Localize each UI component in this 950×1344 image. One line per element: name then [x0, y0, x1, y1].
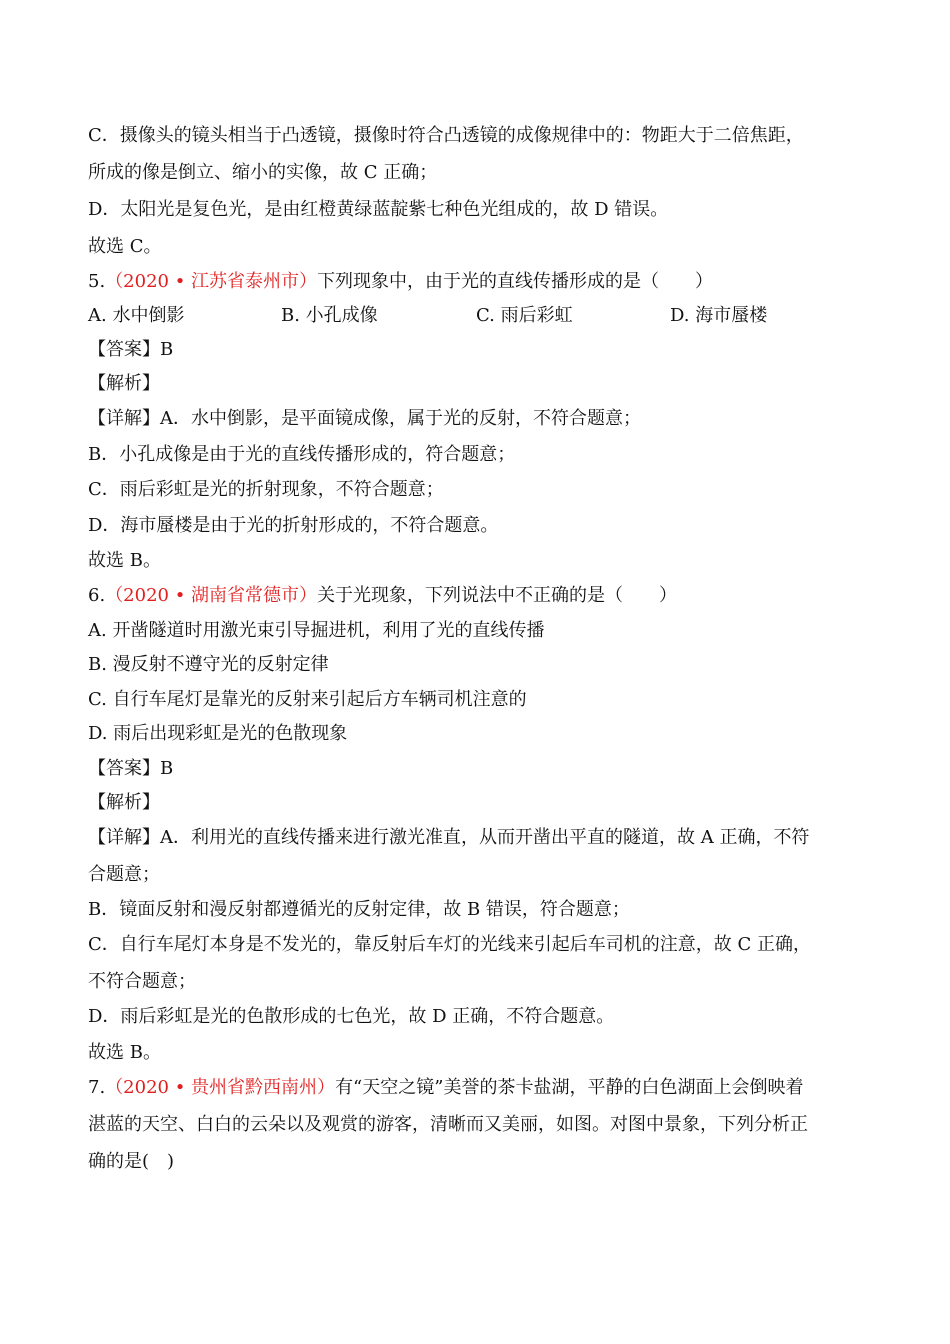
q5-analysis-label: 【解析】: [88, 373, 160, 394]
q5-detail-c: C．雨后彩虹是光的折射现象，不符合题意；: [88, 479, 444, 500]
q7-source: （2020 • 贵州省黔西南州）: [105, 1077, 336, 1098]
q5-option-b: B. 小孔成像: [281, 305, 378, 326]
q6-choose: 故选 B。: [88, 1042, 161, 1063]
q6-answer-value: B: [160, 758, 174, 779]
q5-detail-d: D．海市蜃楼是由于光的折射形成的，不符合题意。: [88, 515, 499, 536]
q6-detail-b: B．镜面反射和漫反射都遵循光的反射定律，故 B 错误，符合题意；: [88, 899, 630, 920]
q5-choose: 故选 B。: [88, 550, 161, 571]
q6-option-d: D. 雨后出现彩虹是光的色散现象: [88, 723, 348, 744]
q7-question-line1: [88, 1076, 803, 1100]
q5-stem: 下列现象中，由于光的直线传播形成的是（ ）: [317, 271, 714, 292]
q7-number: 7.: [88, 1077, 106, 1098]
q6-stem: 关于光现象，下列说法中不正确的是（ ）: [317, 585, 678, 606]
q5-answer-value: B: [160, 339, 174, 360]
q6-analysis-label: 【解析】: [88, 792, 160, 813]
q6-source: （2020 • 湖南省常德市）: [105, 585, 318, 606]
q7-stem-line1: 有“天空之镜”美誉的茶卡盐湖，平静的白色湖面上会倒映着: [335, 1077, 804, 1098]
q5-option-a: A. 水中倒影: [88, 305, 185, 326]
q6-answer: [88, 757, 173, 781]
q6-detail-a-line1: 【详解】A．利用光的直线传播来进行激光准直，从而开凿出平直的隧道，故 A 正确，不符: [88, 827, 810, 848]
q6-detail-c-line1: C．自行车尾灯本身是不发光的，靠反射后车灯的光线来引起后车司机的注意，故 C 正确，: [88, 934, 811, 955]
q5-answer-label: 【答案】: [88, 339, 160, 360]
q5-answer: [88, 338, 173, 362]
q6-detail-a-line2: 合题意；: [88, 864, 160, 885]
q6-question: [88, 584, 677, 608]
q5-source: （2020 • 江苏省泰州市）: [105, 271, 318, 292]
q5-detail-a: 【详解】A．水中倒影，是平面镜成像，属于光的反射，不符合题意；: [88, 408, 641, 429]
q6-detail-d: D．雨后彩虹是光的色散形成的七色光，故 D 正确，不符合题意。: [88, 1006, 615, 1027]
q6-detail-c-line2: 不符合题意；: [88, 971, 196, 992]
q4-option-c-line1: C．摄像头的镜头相当于凸透镜，摄像时符合凸透镜的成像规律中的：物距大于二倍焦距，: [88, 125, 804, 146]
q6-option-b: B. 漫反射不遵守光的反射定律: [88, 654, 329, 675]
q7-stem-line3: 确的是( ): [88, 1151, 175, 1172]
q5-question: [88, 270, 713, 294]
q6-option-a: A. 开凿隧道时用激光束引导掘进机，利用了光的直线传播: [88, 620, 545, 641]
q4-option-c-line2: 所成的像是倒立、缩小的实像，故 C 正确；: [88, 162, 438, 183]
q4-choose: 故选 C。: [88, 236, 162, 257]
q5-option-d: D. 海市蜃楼: [670, 305, 768, 326]
q5-option-c: C. 雨后彩虹: [476, 305, 573, 326]
q5-detail-b: B．小孔成像是由于光的直线传播形成的，符合题意；: [88, 444, 516, 465]
q7-stem-line2: 湛蓝的天空、白白的云朵以及观赏的游客，清晰而又美丽，如图。对图中景象，下列分析正: [88, 1114, 808, 1135]
q6-number: 6.: [88, 585, 106, 606]
q4-option-d: D．太阳光是复色光，是由红橙黄绿蓝靛紫七种色光组成的，故 D 错误。: [88, 199, 669, 220]
q5-number: 5.: [88, 271, 106, 292]
q6-option-c: C. 自行车尾灯是靠光的反射来引起后方车辆司机注意的: [88, 689, 527, 710]
q6-answer-label: 【答案】: [88, 758, 160, 779]
